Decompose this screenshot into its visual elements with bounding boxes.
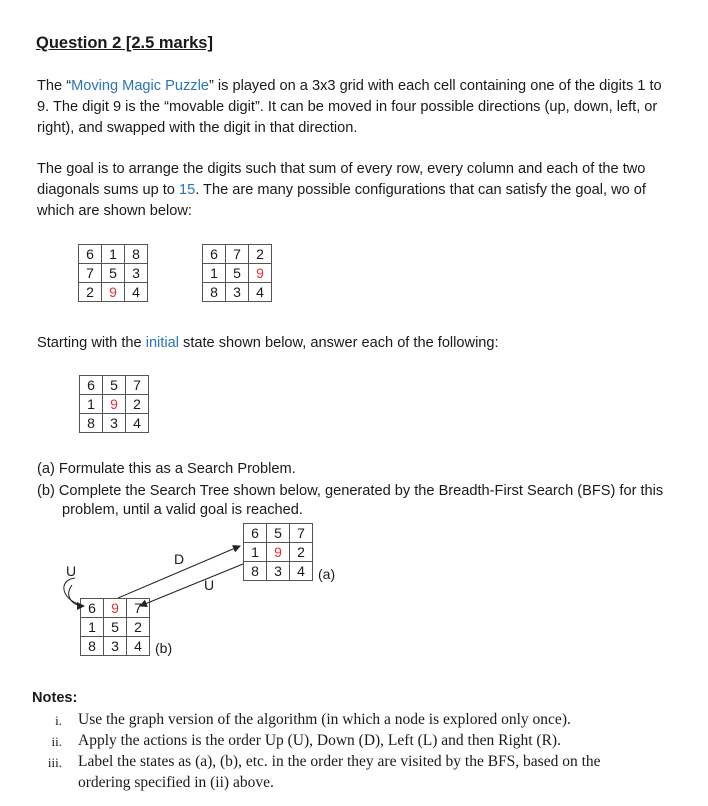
goal-text-rest: . The are many possible configurations that can satisfy the goal, wo of which are shown below: — [37, 182, 646, 219]
grid-cell: 7 — [290, 524, 313, 543]
root-state-label: (a) — [318, 566, 336, 582]
child-state-label: (b) — [155, 640, 173, 656]
intro-text-start: The “ — [37, 78, 72, 94]
note-item: Use the graph version of the algorithm (in which a node is explored only once). — [78, 711, 571, 728]
question-b-line-2: problem, until a valid goal is reached. — [62, 502, 303, 518]
note-number: i. — [55, 713, 62, 728]
grid-cell: 4 — [127, 637, 150, 656]
grid-cell: 7 — [79, 264, 102, 283]
edge-label-d: D — [174, 551, 185, 567]
grid-cell: 3 — [267, 562, 290, 581]
question-a: (a) Formulate this as a Search Problem. — [37, 461, 296, 477]
initial-link: initial — [145, 335, 179, 351]
grid-cell: 6 — [81, 599, 104, 618]
grid-cell: 7 — [126, 376, 149, 395]
grid-cell: 3 — [104, 637, 127, 656]
question-b-line-1: (b) Complete the Search Tree shown below, generated by the Breadth-First Search (BFS) for this — [37, 483, 664, 499]
intro-text-rest: ” is played on a 3x3 grid with each cell containing one of the digits 1 to 9. The digit 9 is the “movable digit”. It can be moved in four possible directions (up, down, left, or right), and swapped with the digit in that direction. — [37, 78, 662, 136]
initial-text-start: Starting with the — [37, 335, 146, 351]
grid-cell: 1 — [80, 395, 103, 414]
grid-cell: 1 — [81, 618, 104, 637]
grid-cell: 8 — [125, 245, 148, 264]
grid-cell: 2 — [290, 543, 313, 562]
grid-cell: 8 — [80, 414, 103, 433]
grid-cell: 2 — [126, 395, 149, 414]
grid-cell: 4 — [249, 283, 272, 302]
note-item-continued: ordering specified in (ii) above. — [78, 774, 274, 791]
grid-cell: 7 — [127, 599, 150, 618]
grid-cell: 5 — [103, 376, 126, 395]
grid-cell: 7 — [226, 245, 249, 264]
self-loop-edge — [64, 578, 84, 606]
grid-cell: 8 — [244, 562, 267, 581]
movable-digit-cell: 9 — [267, 543, 290, 562]
movable-digit-cell: 9 — [249, 264, 272, 283]
note-number: ii. — [51, 734, 62, 749]
grid-cell: 5 — [226, 264, 249, 283]
grid-cell: 5 — [102, 264, 125, 283]
movable-digit-cell: 9 — [102, 283, 125, 302]
grid-cell: 5 — [104, 618, 127, 637]
grid-cell: 6 — [79, 245, 102, 264]
grid-cell: 1 — [203, 264, 226, 283]
edge-down-arrow — [140, 564, 243, 606]
grid-cell: 4 — [290, 562, 313, 581]
grid-cell: 2 — [127, 618, 150, 637]
grid-cell: 3 — [125, 264, 148, 283]
goal-sum: 15 — [178, 182, 196, 198]
movable-digit-cell: 9 — [104, 599, 127, 618]
grid-cell: 4 — [126, 414, 149, 433]
note-number: iii. — [47, 755, 62, 770]
loop-label-u: U — [66, 563, 77, 579]
note-item: Apply the actions is the order Up (U), Down (D), Left (L) and then Right (R). — [78, 732, 561, 749]
grid-cell: 3 — [226, 283, 249, 302]
question-title: Question 2 [2.5 marks] — [36, 34, 213, 52]
puzzle-name-link: Moving Magic Puzzle — [71, 78, 209, 94]
grid-cell: 6 — [244, 524, 267, 543]
grid-cell: 5 — [267, 524, 290, 543]
grid-cell: 1 — [244, 543, 267, 562]
grid-cell: 6 — [203, 245, 226, 264]
edge-label-u: U — [204, 577, 215, 593]
grid-cell: 1 — [102, 245, 125, 264]
grid-cell: 6 — [80, 376, 103, 395]
initial-text-rest: state shown below, answer each of the following: — [178, 335, 499, 351]
grid-cell: 8 — [203, 283, 226, 302]
grid-cell: 2 — [249, 245, 272, 264]
grid-cell: 4 — [125, 283, 148, 302]
movable-digit-cell: 9 — [103, 395, 126, 414]
goal-text-start: The goal is to arrange the digits such that sum of every row, every column and each of the two diagonals sums up to — [37, 161, 646, 198]
grid-cell: 3 — [103, 414, 126, 433]
grid-cell: 2 — [79, 283, 102, 302]
note-item: Label the states as (a), (b), etc. in the order they are visited by the BFS, based on the — [78, 753, 601, 770]
grid-cell: 8 — [81, 637, 104, 656]
notes-heading: Notes: — [32, 690, 78, 706]
